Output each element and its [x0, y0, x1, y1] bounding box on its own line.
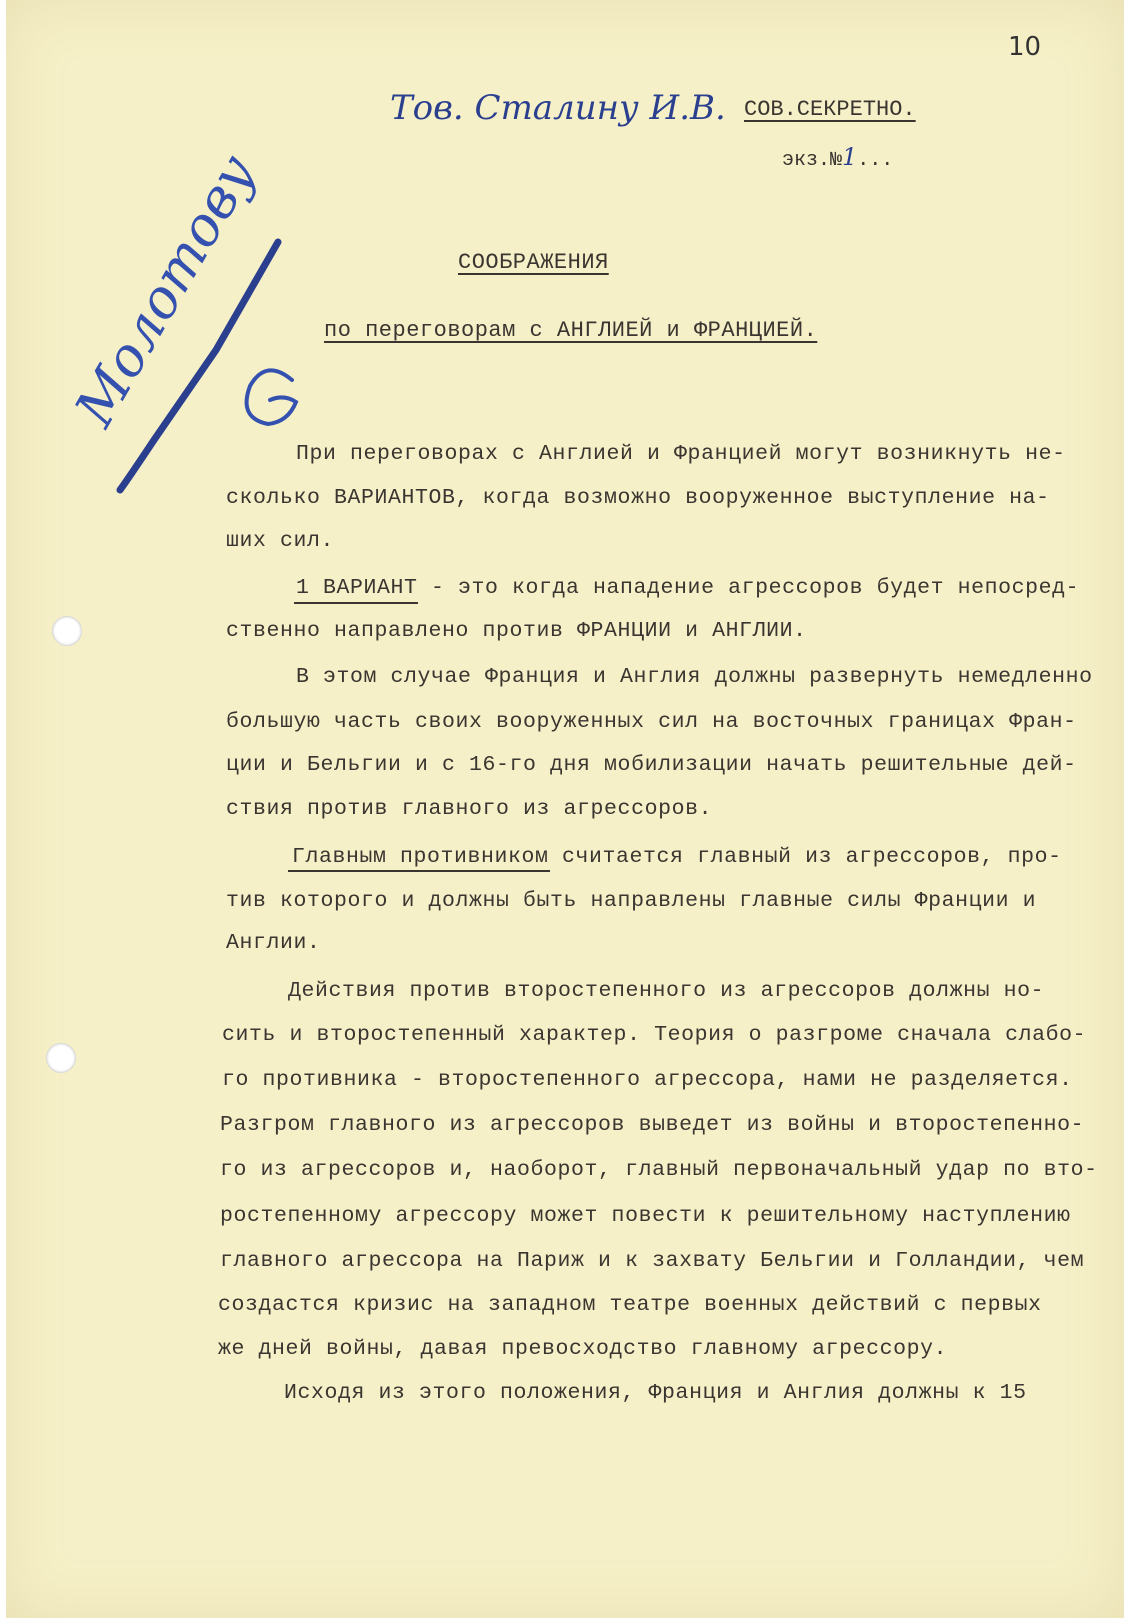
body-line: го из агрессоров и, наоборот, главный первоначальный удар по вто- — [220, 1158, 1098, 1182]
body-line: ростепенному агрессору может повести к решительному наступлению — [220, 1204, 1071, 1228]
document-subtitle: по переговорам с АНГЛИЕЙ и ФРАНЦИЕЙ. — [324, 318, 818, 343]
underline-variant-1 — [294, 602, 418, 604]
handwritten-addressee: Тов. Сталину И.В. — [390, 88, 726, 128]
body-line: Исходя из этого положения, Франция и Англия должны к 15 — [284, 1381, 1027, 1405]
body-line: создастся кризис на западном театре военных действий с первых — [218, 1293, 1042, 1317]
body-line: ственно направлено против ФРАНЦИИ и АНГЛИИ. — [226, 619, 807, 643]
document-sheet — [6, 0, 1124, 1618]
body-line: тив которого и должны быть направлены главные силы Франции и — [226, 889, 1037, 913]
body-line: сить и второстепенный характер. Теория о разгроме сначала слабо- — [222, 1023, 1087, 1047]
classification-stamp: СОВ.СЕКРЕТНО. — [744, 97, 916, 122]
body-line: главного агрессора на Париж и к захвату Бельгии и Голландии, чем — [220, 1249, 1085, 1273]
body-line: ших сил. — [226, 529, 335, 553]
margin-note-text: Молотову — [62, 144, 268, 437]
body-line: сколько ВАРИАНТОВ, когда возможно вооруженное выступление на- — [226, 486, 1050, 510]
underline-main-adversary — [288, 870, 550, 872]
punch-hole-bottom — [46, 1043, 76, 1073]
body-line: В этом случае Франция и Англия должны развернуть немедленно — [296, 665, 1093, 689]
body-line-main-adversary: Главным противником считается главный из агрессоров, про- — [292, 845, 1062, 869]
pencil-flourish — [247, 370, 296, 424]
body-line: ствия против главного из агрессоров. — [226, 797, 713, 821]
punch-hole-top — [52, 616, 82, 646]
body-line: При переговорах с Англией и Францией могут возникнуть не- — [296, 442, 1066, 466]
copy-dots: ... — [857, 149, 894, 172]
copy-number-handwritten: 1 — [842, 143, 858, 171]
body-line: Англии. — [226, 931, 321, 955]
body-line: ции и Бельгии и с 16-го дня мобилизации начать решительные дей- — [226, 753, 1077, 777]
copy-number-row — [782, 143, 893, 172]
copy-label: экз.№ — [782, 149, 843, 172]
page-number: 10 — [1008, 32, 1042, 62]
document-title: СООБРАЖЕНИЯ — [458, 250, 609, 275]
body-line: Разгром главного из агрессоров выведет из войны и второстепенно- — [220, 1113, 1085, 1137]
body-line-variant-1: 1 ВАРИАНТ - это когда нападение агрессоров будет непосред- — [296, 576, 1080, 600]
body-line: же дней войны, давая превосходство главному агрессору. — [218, 1337, 948, 1361]
body-line: го противника - второстепенного агрессора, нами не разделяется. — [222, 1068, 1073, 1092]
body-line: большую часть своих вооруженных сил на восточных границах Фран- — [226, 710, 1077, 734]
body-line: Действия против второстепенного из агрессоров должны но- — [288, 979, 1045, 1003]
